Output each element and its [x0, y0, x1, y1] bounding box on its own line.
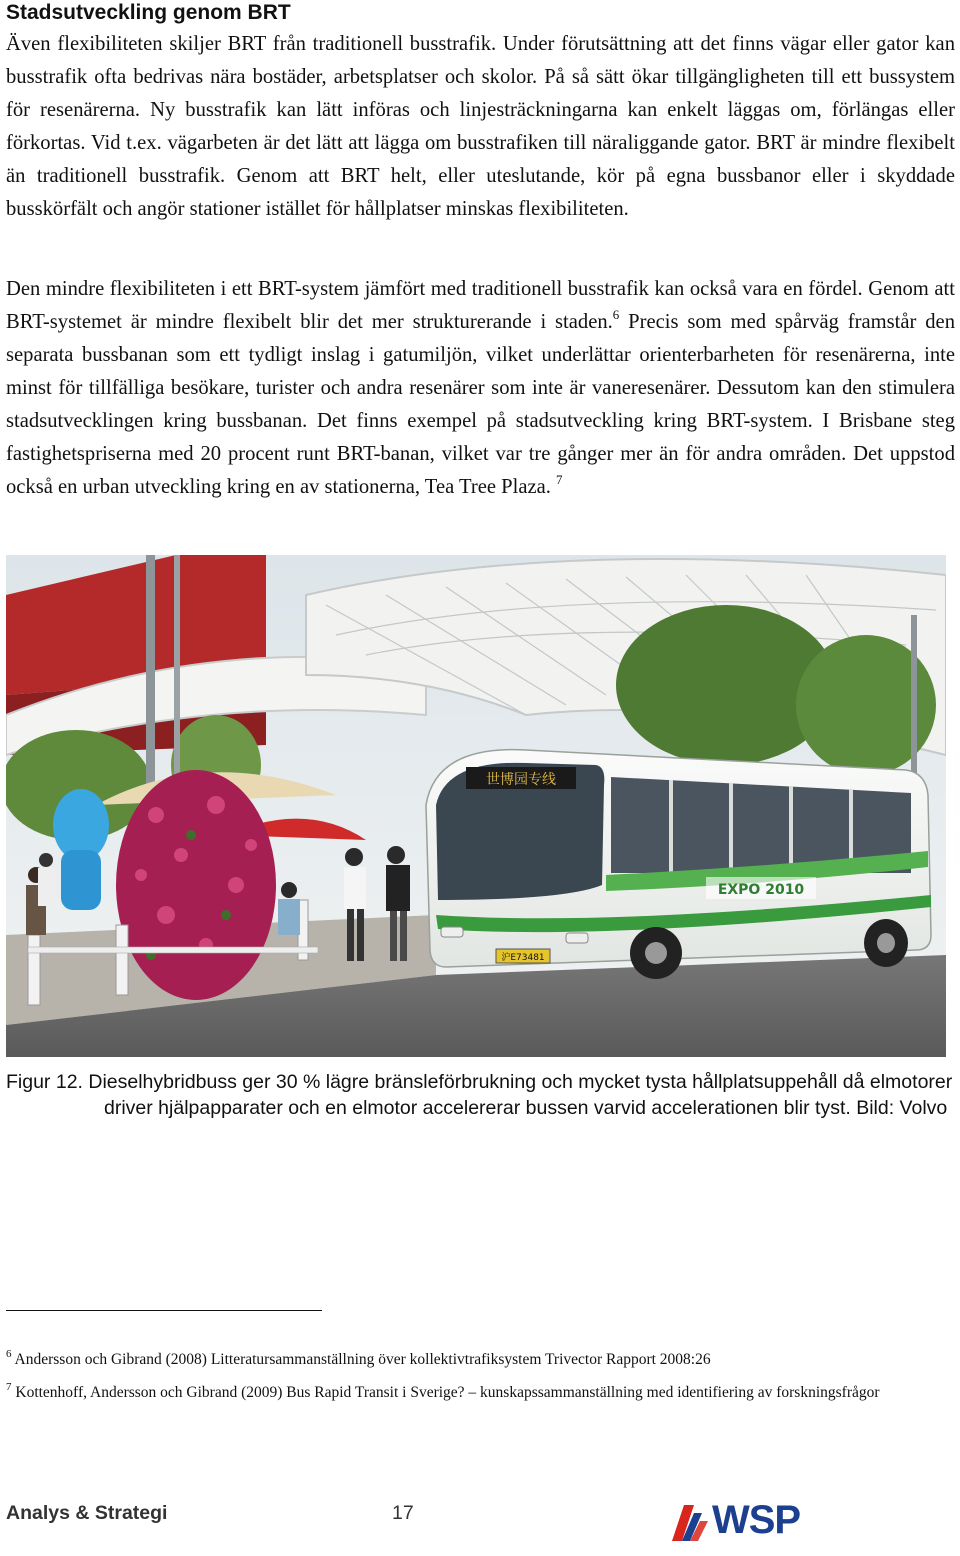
footnote-ref-6[interactable]: 6: [612, 307, 620, 323]
footnote-7: [6, 1376, 955, 1410]
footnote-separator: [6, 1310, 322, 1311]
footnote-6-text: Andersson och Gibrand (2008) Litteratursammanställning över kollektivtrafiksystem Trivector Rapport 2008:26: [11, 1351, 711, 1368]
brt-bus: [426, 750, 931, 979]
footnote-6: [6, 1343, 955, 1377]
bus-photo: [6, 555, 946, 1057]
footer-section-name: Analys & Strategi: [6, 1502, 168, 1524]
paragraph-1: Även flexibiliteten skiljer BRT från traditionell busstrafik. Under förutsättning att det finns vägar eller gator kan busstrafik ofta bedrivas nära bostäder, arbetsplatser och skolor. På så sätt ökar tillgängligheten till ett bussystem för resenärerna. Ny busstrafik kan lätt införas och linjesträckningarna kan enkelt läggas om, förlängas eller förkortas. Vid t.ex. vägarbeten är det lätt att lägga om busstrafiken till näraliggande gator. BRT är mindre flexibelt än traditionell busstrafik. Genom att BRT helt, eller uteslutande, kör på egna bussbanor eller i skyddade busskörfält och angör stationer istället för hållplatser minskas flexibiliteten.: [6, 33, 955, 220]
figure-caption: Figur 12. Dieselhybridbuss ger 30 % lägre bränsleförbrukning och mycket tysta hållplatsuppehåll då elmotorer driver hjälpapparater och en elmotor accelererar bussen varvid accelerationen blir tyst. Bild: Volvo: [6, 1071, 953, 1119]
paragraph-2: [6, 273, 955, 504]
footnote-ref-7[interactable]: 7: [556, 472, 563, 488]
footnote-7-text: Kottenhoff, Andersson och Gibrand (2009) Bus Rapid Transit i Sverige? – kunskapssammanställning med identifiering av forskningsfrågor: [11, 1384, 880, 1401]
bollard: [28, 935, 40, 1005]
wsp-logo-text: WSP: [712, 1498, 801, 1542]
section-heading: Stadsutveckling genom BRT: [6, 1, 291, 24]
bus-side-logo: EXPO 2010: [717, 882, 805, 898]
footnote-6-number: 6: [6, 1347, 12, 1360]
wsp-logo-mark: [672, 1505, 708, 1541]
footnote-7-number: 7: [6, 1380, 12, 1393]
paragraph-2-part-2: Precis som med spårväg framstår den separata bussbanan som ett tydligt inslag i gatumiljön, vilket underlättar orienterbarheten för resenärerna, inte minst för tillfälliga besökare, turister och andra resenärer som inte är vaneresenärer. Dessutom kan den stimulera stadsutvecklingen kring bussbanan. Det finns exempel på stadsutveckling kring BRT-system. I Brisbane steg fastighetspriserna med 20 procent runt BRT-banan, vilket var tre gånger mer än för andra områden. Det uppstod också en urban utveckling kring en av stationerna, Tea Tree Plaza.: [6, 311, 955, 498]
bus-plate: 沪E73481: [501, 953, 545, 963]
bus-destination-sign: 世博园专线: [486, 772, 556, 788]
flower-column: [116, 770, 276, 1000]
paragraph-2-part-1: Den mindre flexibiliteten i ett BRT-system jämfört med traditionell busstrafik kan också vara en fördel. Genom att BRT-systemet är mindre flexibelt blir det mer strukturerande i staden.: [6, 278, 955, 333]
page-number: 17: [392, 1502, 414, 1524]
